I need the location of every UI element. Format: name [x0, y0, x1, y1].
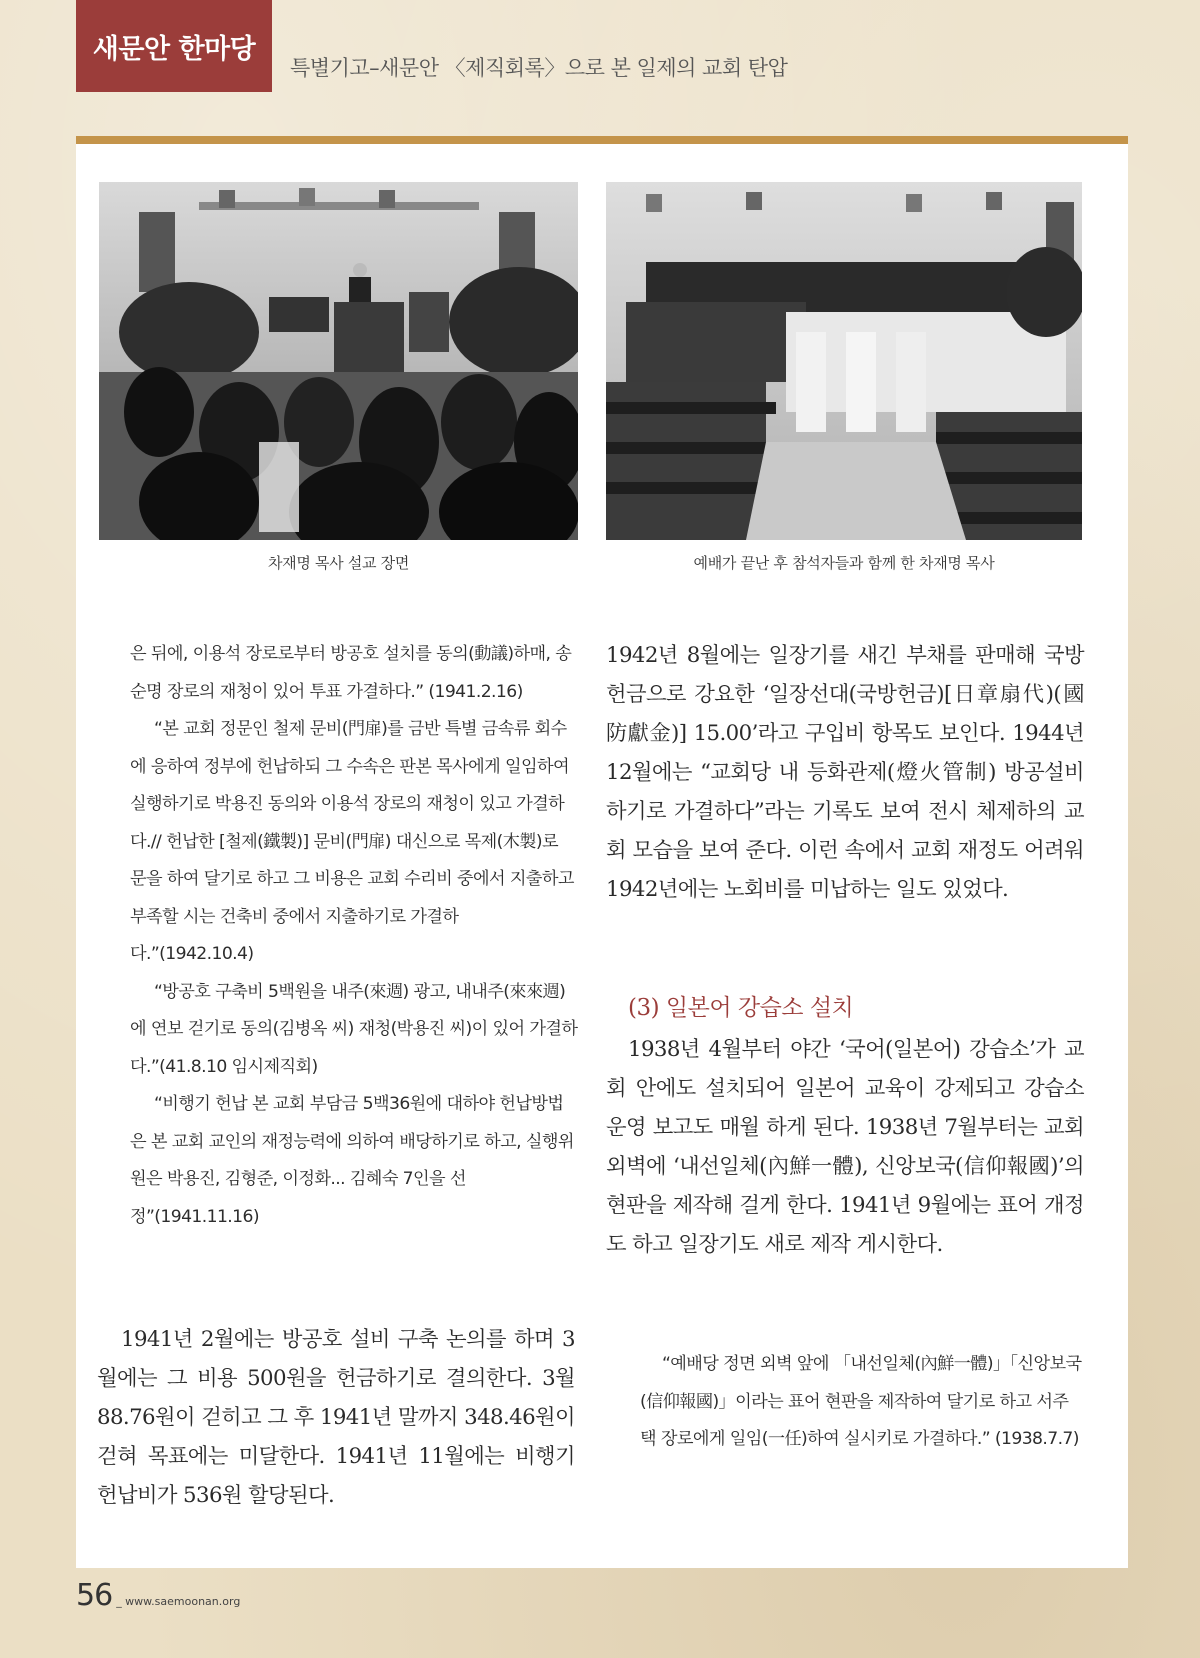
congregation-photo [606, 182, 1082, 540]
article-series-title: 특별기고–새문안 〈제직회록〉으로 본 일제의 교회 탄압 [290, 56, 788, 80]
quote-paragraph: “비행기 헌납 본 교회 부담금 5백36원에 대하야 헌납방법은 본 교회 교인의 재정능력에 의하여 배당하기로 하고, 실행위원은 박용진, 김형준, 이정화... 김혜숙 7인을 선정”(1941.11.16) [130, 1094, 574, 1227]
sermon-photo [99, 182, 578, 540]
quote-paragraph: “예배당 정면 외벽 앞에 「내선일체(內鮮一體)」「신앙보국(信仰報國)」이라는 표어 현판을 제작하여 달기로 하고 서주택 장로에게 일임(一任)하여 실시키로 가결하다.” (1938.7.7) [640, 1354, 1082, 1449]
section-subheading: (3) 일본어 강습소 설치 [628, 995, 854, 1021]
quote-paragraph: “본 교회 정문인 철제 문비(門扉)를 금반 특별 금속류 회수에 응하여 정부에 헌납하되 그 수속은 판본 목사에게 일임하여 실행하기로 박용진 동의와 이용석 장로의 재청이 있고 가결하다.// 헌납한 [철제(鐵製)] 문비(門扉) 대신으로 목제(木製)로 문을 하여 달기로 하고 그 비용은 교회 수리비 중에서 지출하고 부족할 시는 건축비 중에서 지출하기로 가결하다.”(1942.10.4) [130, 719, 574, 964]
page-footer [76, 1578, 240, 1613]
quote-paragraph: “방공호 구축비 5백원을 내주(來週) 광고, 내내주(來來週)에 연보 걷기로 동의(김병옥 씨) 재청(박용진 씨)이 있어 가결하다.”(41.8.10 임시제직회) [130, 981, 578, 1077]
website-url: _ www.saemoonan.org [116, 1595, 241, 1608]
quote-paragraph: 은 뒤에, 이용석 장로로부터 방공호 설치를 동의(動議)하매, 송순명 장로의 재청이 있어 투표 가결하다.” (1941.2.16) [130, 644, 572, 702]
header-divider [76, 136, 1128, 144]
right-photo-caption: 예배가 끝난 후 참석자들과 함께 한 차재명 목사 [693, 554, 995, 572]
right-quote-block [640, 1346, 1082, 1459]
left-photo-caption: 차재명 목사 설교 장면 [267, 554, 410, 572]
page-number: 56 [76, 1578, 113, 1613]
right-body-paragraph-2: 1938년 4월부터 야간 ‘국어(일본어) 강습소’가 교회 안에도 설치되어 일본어 교육이 강제되고 강습소 운영 보고도 매월 하게 된다. 1938년 7월부터는 교회 외벽에 ‘내선일체(內鮮一體), 신앙보국(信仰報國)’의 현판을 제작해 걸게 한다. 1941년 9월에는 표어 개정도 하고 일장기도 새로 제작 게시한다. [606, 1037, 1084, 1257]
left-body-paragraph: 1941년 2월에는 방공호 설비 구축 논의를 하며 3월에는 그 비용 500원을 헌금하기로 결의한다. 3월 88.76원이 걷히고 그 후 1941년 말까지 348.46원이 걷혀 목표에는 미달한다. 1941년 11월에는 비행기 헌납비가 536원 할당된다. [97, 1327, 575, 1508]
right-body-paragraph: 1942년 8월에는 일장기를 새긴 부채를 판매해 국방헌금으로 강요한 ‘일장선대(국방헌금)[日章扇代)(國防獻金)] 15.00’라고 구입비 항목도 보인다. 1944년 12월에는 “교회당 내 등화관제(燈火管制) 방공설비하기로 가결하다”라는 기록도 보여 전시 체제하의 교회 모습을 보여 준다. 이런 속에서 교회 재정도 어려워 1942년에는 노회비를 미납하는 일도 있었다. [606, 643, 1084, 902]
section-badge: 새문안 한마당 [76, 0, 272, 92]
left-quote-block [130, 636, 578, 1236]
